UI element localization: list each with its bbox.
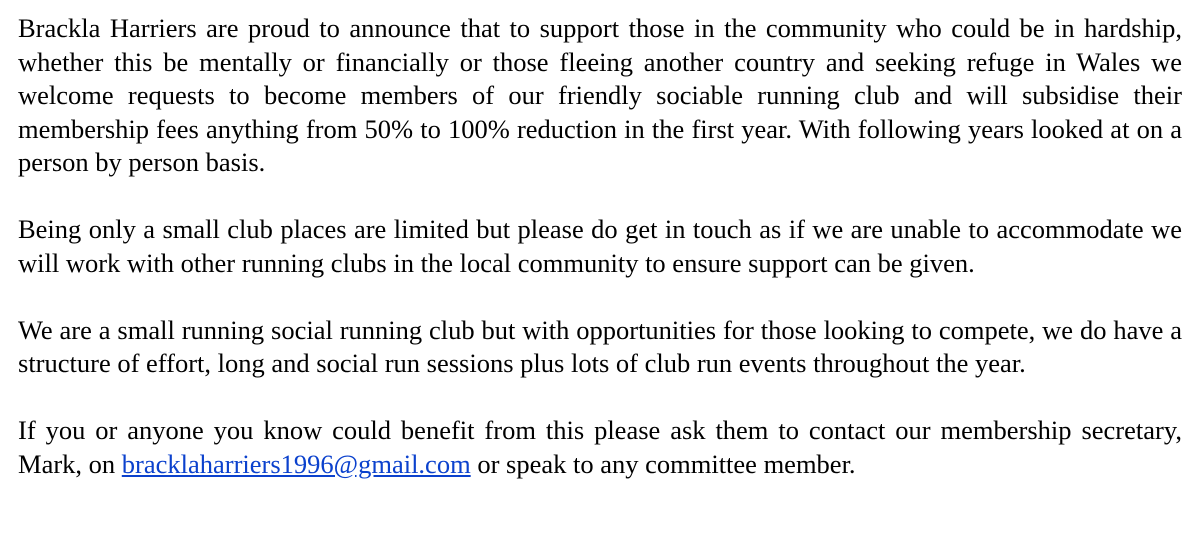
paragraph-club-description: We are a small running social running club but with opportunities for those looking to compete, we do have a structure of effort, long and social run sessions plus lots of club run events throughout the year. [18,314,1182,378]
contact-text-before: If you or anyone you know could benefit from this please ask them to contact our membership secretary, Mark, on [18,415,1182,479]
email-link[interactable]: bracklaharriers1996@gmail.com [121,448,471,479]
contact-text-after: or speak to any committee member. [470,448,856,479]
paragraph-membership-support: Brackla Harriers are proud to announce that to support those in the community who could be in hardship, whether this be mentally or financially or those fleeing another country and seeking refuge in Wales we welcome requests to become members of our friendly sociable running club and will subsidise their membership fees anything from 50% to 100% reduction in the first year. With following years looked at on a person by person basis. [18,13,1182,177]
document-body [18,12,1182,481]
paragraph-contact [18,414,1182,481]
paragraph-limited-places: Being only a small club places are limited but please do get in touch as if we are unable to accommodate we will work with other running clubs in the local community to ensure support can be given. [18,214,1182,278]
